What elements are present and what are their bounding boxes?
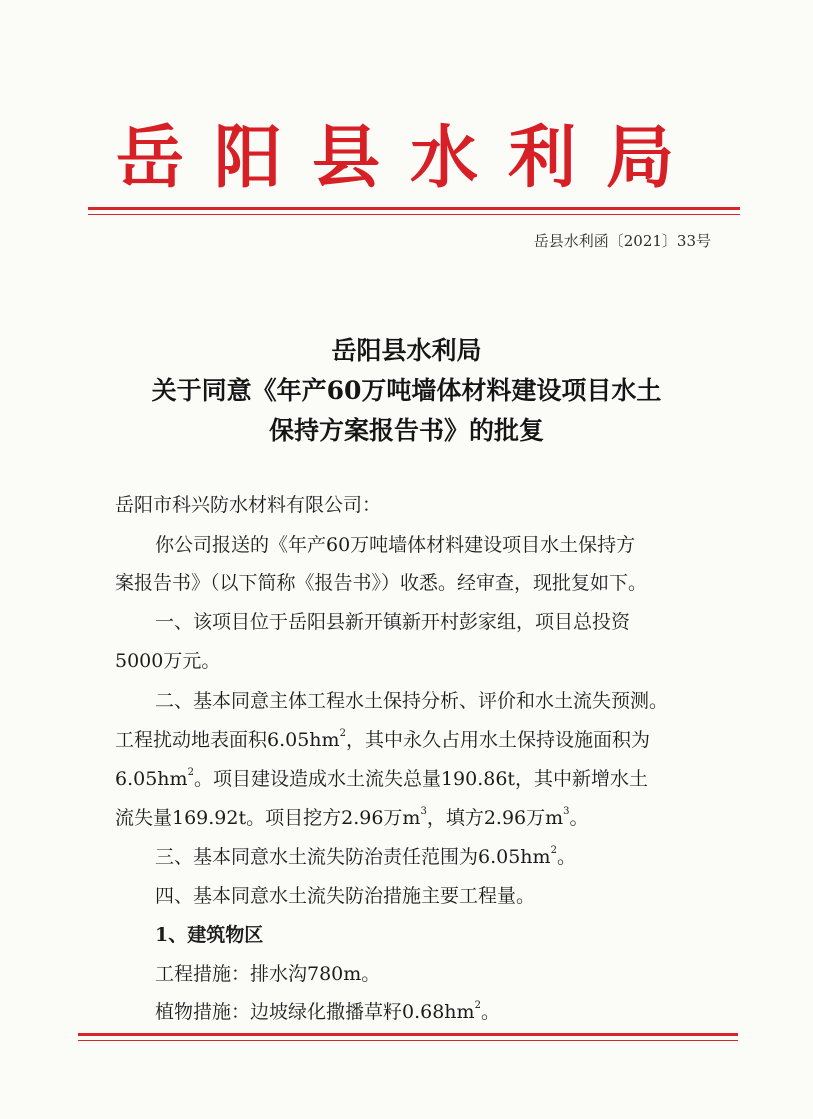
letterhead-rule-thin xyxy=(88,214,740,215)
title-line-2: 关于同意《年产60万吨墙体材料建设项目水土 xyxy=(151,376,662,405)
paragraph-1-line-1: 你公司报送的《年产60万吨墙体材料建设项目水土保持方 xyxy=(155,534,636,556)
title-line-3: 保持方案报告书》的批复 xyxy=(268,416,544,445)
paragraph-2-line-2: 5000万元。 xyxy=(115,650,221,672)
letterhead-rule-thick xyxy=(88,207,740,210)
paragraph-7: 植物措施：边坡绿化撒播草籽$0.68hm^2$。 xyxy=(155,1000,500,1023)
title-line-1: 岳阳县水利局 xyxy=(331,336,482,365)
paragraph-3-line-1: 二、基本同意主体工程水土保持分析、评价和水土流失预测。 xyxy=(155,690,669,712)
letterhead-org-name: 岳阳县水利局 xyxy=(115,118,704,198)
paragraph-3-line-3: $6.05hm^2$。项目建设造成水土流失总量190.86t，其中新增水土 xyxy=(115,767,649,790)
footer-rule-thin xyxy=(78,1040,738,1041)
paragraph-5: 四、基本同意水土流失防治措施主要工程量。 xyxy=(155,885,536,907)
document-number: 岳县水利函〔2021〕33号 xyxy=(533,232,711,250)
paragraph-1-line-2: 案报告书》（以下简称《报告书》）收悉。经审查，现批复如下。 xyxy=(115,572,648,594)
paragraph-3-line-4: 流失量169.92t。项目挖方2.96万$m^3$，填方2.96万$m^3$。 xyxy=(115,806,589,829)
paragraph-4: 三、基本同意水土流失防治责任范围为$6.05hm^2$。 xyxy=(155,845,576,868)
addressee: 岳阳市科兴防水材料有限公司： xyxy=(115,494,382,516)
footer-rule-thick xyxy=(78,1033,738,1036)
letterhead xyxy=(90,118,730,198)
section-heading-1: 1、建筑物区 xyxy=(155,924,264,946)
paragraph-3-line-2: 工程扰动地表面积$6.05hm^2$，其中永久占用水土保持设施面积为 xyxy=(115,728,650,751)
paragraph-2-line-1: 一、该项目位于岳阳县新开镇新开村彭家组，项目总投资 xyxy=(155,611,631,633)
paragraph-6: 工程措施：排水沟780m。 xyxy=(155,963,381,985)
